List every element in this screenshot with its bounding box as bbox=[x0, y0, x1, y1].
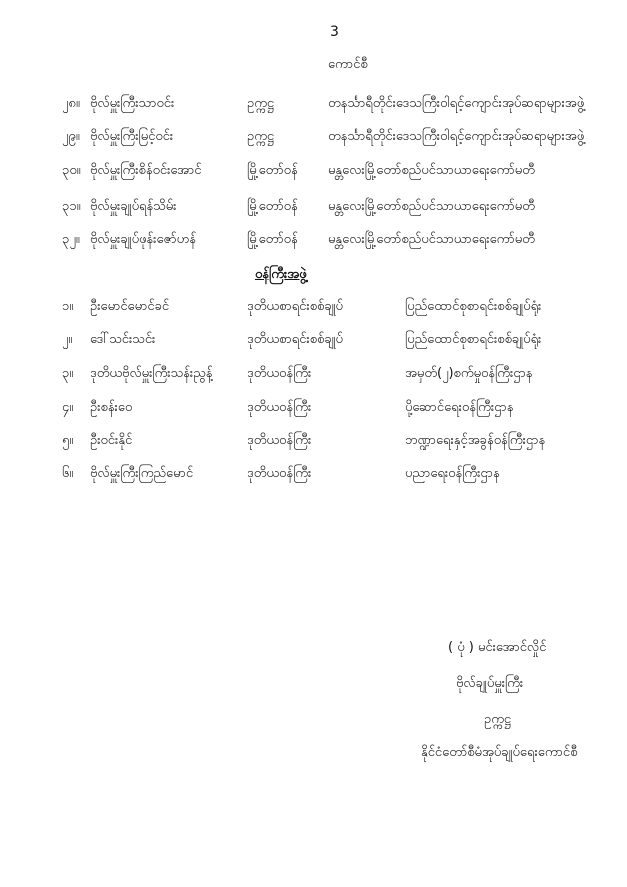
member-name: ဗိုလ်မှူးကြီးသာဝင်း bbox=[90, 96, 175, 111]
member-rank: ဒုတိယဝန်ကြီး bbox=[247, 400, 312, 415]
row-number: ၁။ bbox=[62, 299, 74, 314]
member-rank: ဒုတိယဝန်ကြီး bbox=[247, 366, 312, 381]
table-row bbox=[0, 432, 627, 452]
member-rank: မြို့တော်ဝန် bbox=[247, 199, 298, 214]
member-rank: ဥက္ကဋ္ဌ bbox=[247, 96, 274, 111]
table-row bbox=[0, 95, 627, 115]
member-position: အမှတ်(၂)စက်မှုဝန်ကြီးဌာန bbox=[405, 366, 533, 381]
signature-council: နိုင်ငံတော်စီမံအုပ်ချုပ်ရေးကောင်စီ bbox=[421, 745, 578, 760]
row-number: ၆။ bbox=[62, 466, 74, 481]
council-heading: ကောင်စီ bbox=[328, 57, 368, 72]
member-name: ဒုတိယဗိုလ်မှူးကြီးသန်းညွန့် bbox=[90, 366, 213, 381]
table-row bbox=[0, 162, 627, 182]
member-rank: ဥက္ကဋ္ဌ bbox=[247, 129, 274, 144]
member-name: ဗိုလ်မှူးချုပ်ဖုန်းဇော်ဟန် bbox=[90, 232, 197, 247]
row-number: ၂၈။ bbox=[62, 96, 80, 111]
row-number: ၄။ bbox=[62, 400, 74, 415]
row-number: ၃။ bbox=[62, 366, 74, 381]
member-name: ဗိုလ်မှူးချုပ်ရန်သိမ်း bbox=[90, 199, 177, 214]
member-name: ဦးမောင်မောင်ခင် bbox=[90, 299, 170, 314]
table-row bbox=[0, 465, 627, 485]
member-position: ပညာရေးဝန်ကြီးဌာန bbox=[405, 466, 500, 481]
member-name: ဒေါ်သင်းသင်း bbox=[90, 332, 156, 347]
row-number: ၂။ bbox=[62, 332, 73, 347]
row-number: ၃၂။ bbox=[62, 232, 80, 247]
table-row bbox=[0, 365, 627, 385]
table-row bbox=[0, 231, 627, 251]
member-position: မန္တလေးမြို့တော်စည်ပင်သာယာရေးကော်မတီ bbox=[328, 163, 535, 178]
row-number: ၅။ bbox=[62, 433, 74, 448]
member-position: ပြည်ထောင်စုစာရင်းစစ်ချုပ်ရုံး bbox=[405, 299, 542, 314]
row-number: ၂၉။ bbox=[62, 129, 80, 144]
table-row bbox=[0, 331, 627, 351]
member-position: မန္တလေးမြို့တော်စည်ပင်သာယာရေးကော်မတီ bbox=[328, 232, 535, 247]
member-name: ဦးဝင်းနိုင် bbox=[90, 433, 133, 448]
signature-title: ဗိုလ်ချုပ်မှူးကြီး bbox=[456, 676, 524, 691]
signature-role: ဥက္ကဋ္ဌ bbox=[484, 712, 511, 727]
member-name: ဗိုလ်မှူးကြီးမြင့်ဝင်း bbox=[90, 129, 174, 144]
table-row bbox=[0, 198, 627, 218]
cabinet-heading: ဝန်ကြီးအဖွဲ့ bbox=[255, 267, 307, 282]
signature-name: ( ပုံ ) မင်းအောင်လှိုင် bbox=[448, 640, 547, 655]
table-row bbox=[0, 399, 627, 419]
member-rank: ဒုတိယစာရင်းစစ်ချုပ် bbox=[247, 332, 343, 347]
row-number: ၃၁။ bbox=[62, 199, 81, 214]
member-position: တနင်္သာရီတိုင်းဒေသကြီးဝါရင့်ကျောင်းအုပ်ဆရာများအဖွဲ့ bbox=[328, 96, 585, 111]
page-number: 3 bbox=[330, 24, 339, 40]
row-number: ၃၀။ bbox=[62, 163, 81, 178]
member-position: မန္တလေးမြို့တော်စည်ပင်သာယာရေးကော်မတီ bbox=[328, 199, 535, 214]
member-name: ဗိုလ်မှူးကြီးကြည်မောင် bbox=[90, 466, 194, 481]
member-rank: မြို့တော်ဝန် bbox=[247, 232, 298, 247]
member-rank: မြို့တော်ဝန် bbox=[247, 163, 298, 178]
member-position: ဘဏ္ဍာရေးနှင့်အခွန်ဝန်ကြီးဌာန bbox=[405, 433, 546, 448]
member-name: ဗိုလ်မှူးကြီးစိန်ဝင်းအောင် bbox=[90, 163, 202, 178]
member-position: ပို့ဆောင်ရေးဝန်ကြီးဌာန bbox=[405, 400, 514, 415]
table-row bbox=[0, 128, 627, 148]
table-row bbox=[0, 298, 627, 318]
member-rank: ဒုတိယဝန်ကြီး bbox=[247, 466, 312, 481]
member-rank: ဒုတိယစာရင်းစစ်ချုပ် bbox=[247, 299, 343, 314]
member-position: တနင်္သာရီတိုင်းဒေသကြီးဝါရင့်ကျောင်းအုပ်ဆရာများအဖွဲ့ bbox=[328, 129, 585, 144]
member-position: ပြည်ထောင်စုစာရင်းစစ်ချုပ်ရုံး bbox=[405, 332, 542, 347]
member-name: ဦးစန်းဝေ bbox=[90, 400, 133, 415]
member-rank: ဒုတိယဝန်ကြီး bbox=[247, 433, 312, 448]
